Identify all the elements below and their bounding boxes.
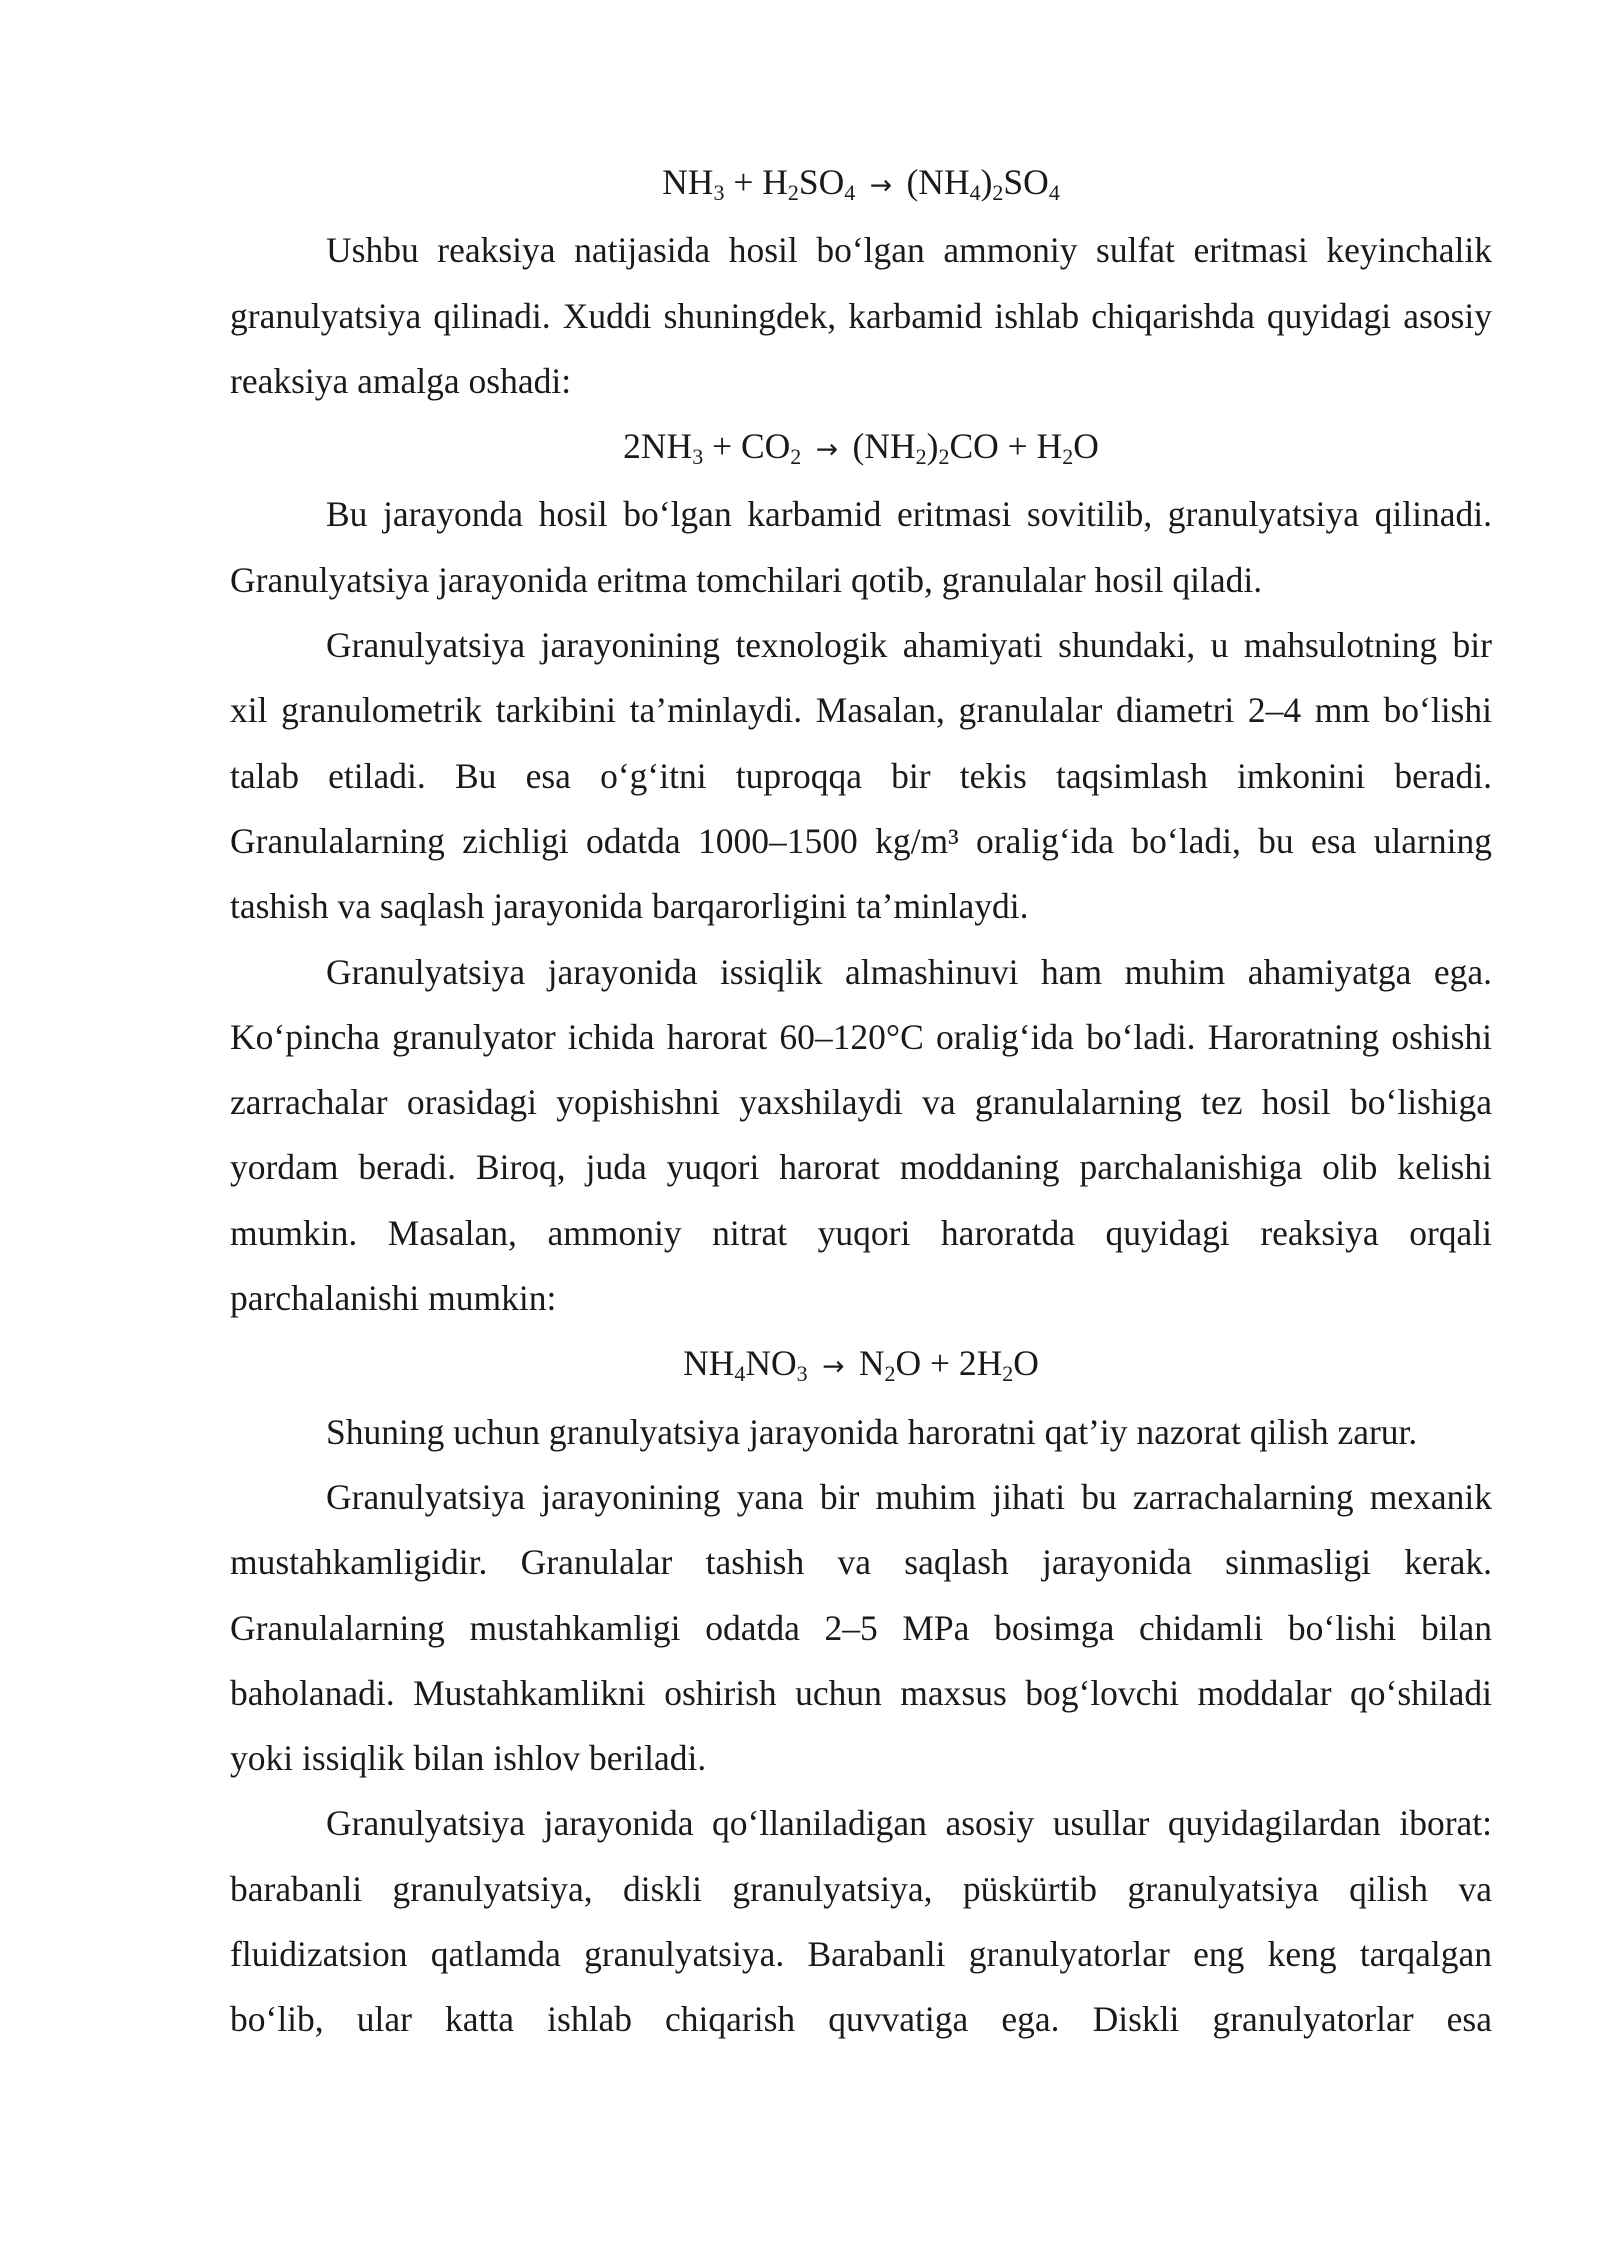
paragraph-5: Shuning uchun granulyatsiya jarayonida haroratni qat’iy nazorat qilish zarur. <box>326 1411 1418 1452</box>
paragraph-4: Granulyatsiya jarayonida issiqlik almashinuvi ham muhim ahamiyatga ega. Ko‘pincha granulyator ichida harorat 60–120°C oralig‘ida bo‘ladi. Haroratning oshishi zarrachalar orasidagi yopishishni yaxshilaydi va granulalarning tez hosil bo‘lishiga yordam beradi. Biroq, juda yuqori harorat moddaning parchalanishiga olib kelishi mumkin. Masalan, ammoniy nitrat yuqori haroratda quyidagi reaksiya orqali parchalanishi mumkin: <box>230 951 1492 1319</box>
paragraph-1: Ushbu reaksiya natijasida hosil bo‘lgan ammoniy sulfat eritmasi keyinchalik granulyatsiya qilinadi. Xuddi shuningdek, karbamid ishlab chiqarishda quyidagi asosiy reaksiya amalga oshadi: <box>230 230 1492 401</box>
reaction-arrow-icon: → <box>861 170 901 201</box>
formula-text: (NH <box>906 162 970 202</box>
formula-subscript: 2 <box>790 444 802 470</box>
formula-text: N <box>858 1343 885 1384</box>
formula-subscript: 4 <box>969 180 981 206</box>
reaction-arrow-icon: → <box>807 434 847 466</box>
equation-ammonium-nitrate-decomposition <box>230 1331 1492 1399</box>
formula-text: (NH <box>852 426 916 467</box>
formula-text: ) <box>980 162 993 202</box>
formula-text: 2NH <box>623 426 693 467</box>
equation-reactants <box>683 1343 808 1387</box>
reaction-arrow-icon: → <box>813 1351 853 1383</box>
equation-urea-synthesis <box>230 414 1492 482</box>
formula-subscript: 4 <box>1048 180 1060 206</box>
formula-subscript: 3 <box>692 444 704 470</box>
paragraph-3: Granulyatsiya jarayonining texnologik ahamiyati shundaki, u mahsulotning bir xil granulometrik tarkibini ta’minlaydi. Masalan, granulalar diametri 2–4 mm bo‘lishi talab etiladi. Bu esa o‘g‘itni tuproqqa bir tekis taqsimlash imkonini beradi. Granulalarning zichligi odatda 1000–1500 kg/m³ oralig‘ida bo‘ladi, bu esa ularning tashish va saqlash jarayonida barqarorligini ta’minlaydi. <box>230 625 1492 927</box>
formula-text: + CO <box>703 426 791 467</box>
formula-subscript: 2 <box>992 180 1004 206</box>
formula-text: O <box>1073 426 1099 467</box>
formula-text: NH <box>662 162 714 202</box>
formula-subscript: 2 <box>787 180 799 206</box>
formula-subscript: 2 <box>915 444 927 470</box>
formula-text: NO <box>745 1343 797 1384</box>
formula-text: CO + H <box>949 426 1063 467</box>
formula-text: NH <box>683 1343 735 1384</box>
equation-reactants <box>662 162 856 206</box>
equation-products <box>906 162 1060 206</box>
equation-products <box>858 1343 1039 1387</box>
formula-text: ) <box>926 426 939 467</box>
paragraph-7: Granulyatsiya jarayonida qo‘llaniladigan asosiy usullar quyidagilardan iborat: barabanli granulyatsiya, diskli granulyatsiya, püskürtib granulyatsiya qilish va fluidizatsion qatlamda granulyatsiya. Barabanli granulyatorlar eng keng tarqalgan bo‘lib, ular katta ishlab chiqarish quvvatiga ega. Diskli granulyatorlar esa <box>230 1803 1492 2040</box>
paragraph-2: Bu jarayonda hosil bo‘lgan karbamid eritmasi sovitilib, granulyatsiya qilinadi. Granulyatsiya jarayonida eritma tomchilari qotib, granulalar hosil qiladi. <box>230 494 1492 600</box>
document-page <box>230 150 1492 2053</box>
formula-subscript: 4 <box>844 180 856 206</box>
equation-reactants <box>623 426 802 470</box>
formula-text: + H <box>724 162 788 202</box>
formula-text: SO <box>1003 162 1049 202</box>
formula-text: SO <box>798 162 845 202</box>
formula-subscript: 2 <box>1062 444 1074 470</box>
formula-subscript: 2 <box>884 1361 896 1387</box>
equation-ammonium-sulfate <box>230 150 1492 218</box>
equation-products <box>852 426 1099 470</box>
formula-subscript: 3 <box>713 180 725 206</box>
formula-text: O <box>1013 1343 1039 1384</box>
formula-text: O + 2H <box>895 1343 1003 1384</box>
paragraph-6: Granulyatsiya jarayonining yana bir muhim jihati bu zarrachalarning mexanik mustahkamligidir. Granulalar tashish va saqlash jarayonida sinmasligi kerak. Granulalarning mustahkamligi odatda 2–5 MPa bosimga chidamli bo‘lishi bilan baholanadi. Mustahkamlikni oshirish uchun maxsus bog‘lovchi moddalar qo‘shiladi yoki issiqlik bilan ishlov beriladi. <box>230 1476 1492 1779</box>
formula-subscript: 2 <box>938 444 950 470</box>
formula-subscript: 4 <box>734 1361 746 1387</box>
formula-subscript: 3 <box>796 1361 808 1387</box>
formula-subscript: 2 <box>1002 1361 1014 1387</box>
